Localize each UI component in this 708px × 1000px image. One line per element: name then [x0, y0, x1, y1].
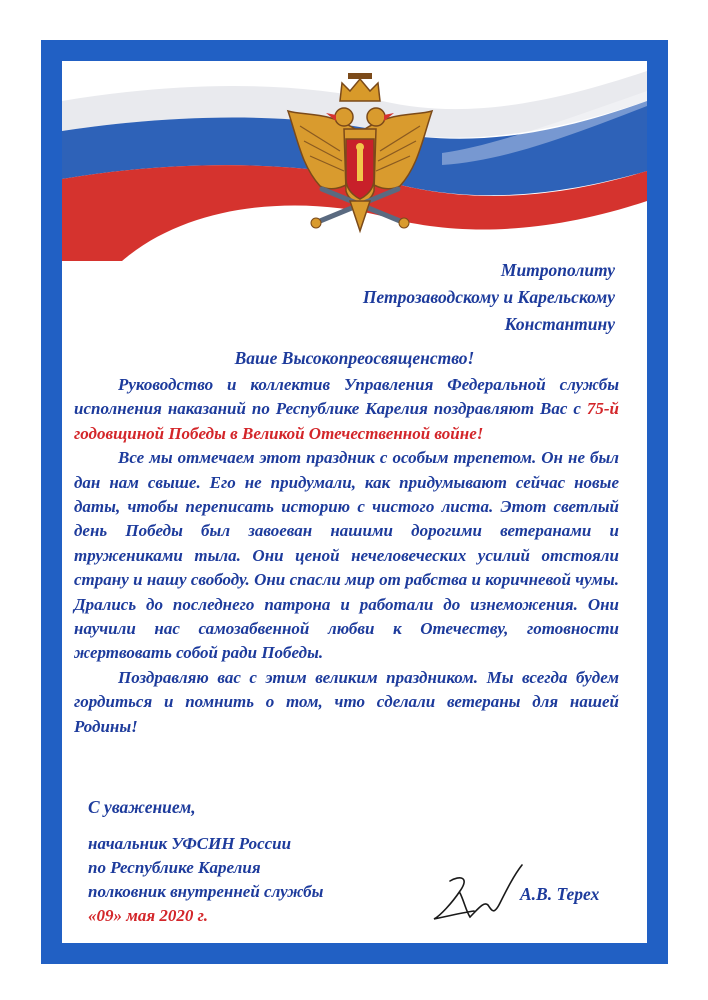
letter-date: «09» мая 2020 г.	[88, 906, 208, 925]
letter-sheet	[62, 61, 647, 943]
paragraph	[74, 373, 619, 446]
handwritten-signature	[430, 861, 526, 931]
addressee-line: Петрозаводскому и Карельскому	[362, 287, 615, 307]
victory-highlight: 75-й годовщиной Победы в Великой Отечественной войне!	[74, 399, 619, 443]
signer-name: А.В. Терех	[520, 884, 600, 904]
closing: С уважением,	[88, 797, 196, 817]
salutation: Ваше Высокопреосвященство!	[234, 348, 475, 368]
paragraph: Все мы отмечаем этот праздник с особым трепетом. Он не был дан нам свыше. Его не придумали, как придумывают сейчас новые даты, чтобы переписать историю с чистого листа. Этот светлый день Победы был завоеван нашими дорогими ветеранами и тружениками тыла. Они ценой нечеловеческих усилий отстояли страну и нашу свободу. Они спасли мир от рабства и коричневой чумы. Дрались до последнего патрона и работали до изнеможения. Они научили нас самозабвенной любви к Отечеству, готовности жертвовать собой ради Победы.	[74, 448, 619, 663]
signer-position: начальник УФСИН России	[88, 834, 292, 853]
letter-body	[74, 373, 619, 739]
fsin-eagle-emblem	[280, 71, 440, 261]
signer-rank: полковник внутренней службы	[88, 882, 324, 901]
signer-region: по Республике Карелия	[88, 858, 261, 877]
paragraph: Поздравляю вас с этим великим праздником. Мы всегда будем гордиться и помнить о том, что сделали ветераны для нашей Родины!	[74, 667, 619, 736]
addressee-block	[363, 257, 615, 338]
document-border	[41, 40, 668, 964]
addressee-line: Митрополиту	[500, 260, 615, 280]
signer-block	[88, 832, 323, 928]
addressee-line: Константину	[504, 314, 615, 334]
paragraph-text: Руководство и коллектив Управления Федеральной службы исполнения наказаний по Республике Карелия поздравляют Вас с	[74, 375, 619, 419]
